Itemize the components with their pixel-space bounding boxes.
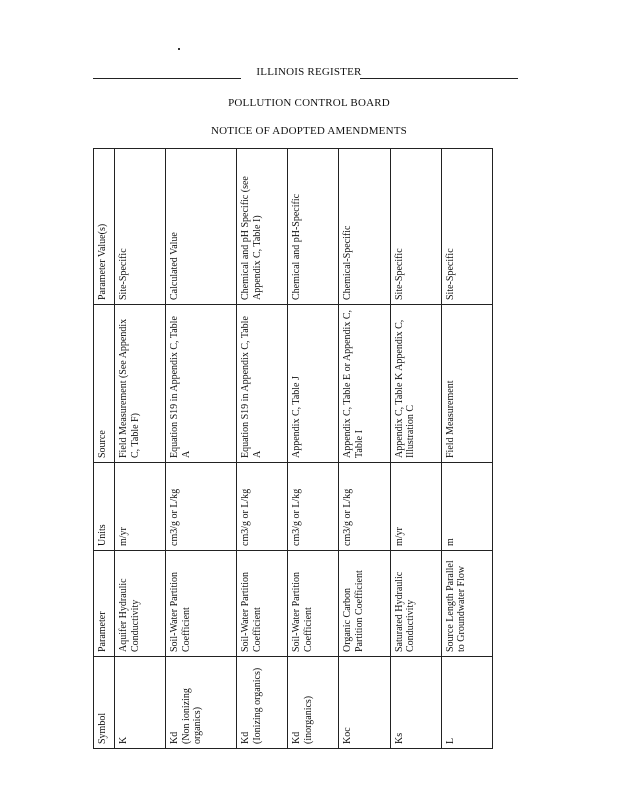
cell-source xyxy=(339,305,390,463)
scan-speck xyxy=(178,48,180,50)
cell-parameter xyxy=(166,551,237,657)
cell-units-text: m xyxy=(444,538,456,546)
cell-source-text: Appendix C, Table K Appendix C, Illustration C xyxy=(393,319,417,458)
cell-parameter-text: Soil-Water Partition Coefficient xyxy=(169,571,192,652)
register-rule-left xyxy=(93,78,241,79)
cell-symbol xyxy=(288,657,339,749)
cell-parameter-text: Aquifer Hydraulic Conductivity xyxy=(118,578,141,652)
cell-source xyxy=(115,305,166,463)
parameter-table xyxy=(93,148,493,749)
cell-source-text: Field Measurement xyxy=(444,380,456,458)
cell-units xyxy=(441,463,492,551)
cell-symbol xyxy=(441,657,492,749)
register-title: ILLINOIS REGISTER xyxy=(256,66,362,78)
cell-source-text: Appendix C, Table J xyxy=(291,376,303,458)
cell-parameter-text: Organic Carbon Partition Coefficient xyxy=(342,570,365,652)
cell-value xyxy=(339,149,390,305)
table-body xyxy=(115,149,493,749)
cell-units-text: m/yr xyxy=(393,527,405,546)
cell-symbol-text: Kd xyxy=(169,731,181,744)
cell-symbol-text: Kd xyxy=(240,731,251,744)
register-rule-right xyxy=(360,78,518,79)
cell-units-text: cm3/g or L/kg xyxy=(169,488,181,546)
cell-parameter-text: Soil-Water Partition Coefficient xyxy=(240,571,263,652)
cell-value-text: Site-Specific xyxy=(118,248,129,300)
cell-value xyxy=(237,149,288,305)
cell-units-text: cm3/g or L/kg xyxy=(291,488,303,546)
table-rotator xyxy=(93,149,493,749)
cell-symbol-note: (inorganics) xyxy=(302,695,314,744)
notice-title: NOTICE OF ADOPTED AMENDMENTS xyxy=(211,125,407,137)
cell-units xyxy=(166,463,237,551)
cell-symbol-text: Ks xyxy=(393,732,405,744)
cell-parameter xyxy=(115,551,166,657)
cell-value-text: Chemical and pH-Specific xyxy=(291,193,303,300)
cell-units xyxy=(237,463,288,551)
cell-symbol xyxy=(390,657,441,749)
cell-source-text: Field Measurement (See Appendix C, Table F) xyxy=(118,318,141,458)
cell-parameter-text: Source Length Parallel to Groundwater Flow xyxy=(444,560,468,652)
cell-value-text: Chemical and pH Specific (see Appendix C, Table I) xyxy=(240,176,263,300)
cell-value xyxy=(441,149,492,305)
cell-parameter xyxy=(288,551,339,657)
cell-value-text: Site-Specific xyxy=(393,248,405,300)
cell-source xyxy=(288,305,339,463)
table-row xyxy=(166,149,237,749)
cell-source xyxy=(390,305,441,463)
cell-units xyxy=(115,463,166,551)
cell-symbol xyxy=(166,657,237,749)
table-row xyxy=(288,149,339,749)
col-header-units: Units xyxy=(94,463,115,551)
cell-units-text: cm3/g or L/kg xyxy=(342,488,354,546)
cell-source xyxy=(166,305,237,463)
cell-symbol xyxy=(115,657,166,749)
cell-source xyxy=(237,305,288,463)
cell-source-text: Equation S19 in Appendix C, Table A xyxy=(169,316,192,458)
cell-symbol-note: (Ionizing organics) xyxy=(251,667,263,744)
cell-source-text: Appendix C, Table E or Appendix C, Table I xyxy=(342,310,365,458)
cell-symbol xyxy=(339,657,390,749)
cell-parameter xyxy=(339,551,390,657)
cell-symbol-text: K xyxy=(118,736,129,744)
cell-parameter-text: Saturated Hydraulic Conductivity xyxy=(393,571,417,652)
cell-units xyxy=(390,463,441,551)
cell-value xyxy=(115,149,166,305)
table-row xyxy=(339,149,390,749)
cell-symbol xyxy=(237,657,288,749)
cell-value xyxy=(390,149,441,305)
board-title: POLLUTION CONTROL BOARD xyxy=(228,97,390,109)
cell-value xyxy=(166,149,237,305)
table-row xyxy=(390,149,441,749)
cell-symbol-text: Koc xyxy=(342,727,354,744)
cell-parameter xyxy=(390,551,441,657)
col-header-symbol: Symbol xyxy=(94,657,115,749)
table-row xyxy=(441,149,492,749)
cell-parameter xyxy=(441,551,492,657)
cell-symbol-text: Kd xyxy=(291,731,303,744)
cell-parameter-text: Soil-Water Partition Coefficient xyxy=(291,571,314,652)
cell-source-text: Equation S19 in Appendix C, Table A xyxy=(240,316,263,458)
rotated-table-frame xyxy=(93,149,493,749)
cell-units-text: cm3/g or L/kg xyxy=(240,488,251,546)
cell-value-text: Chemical-Specific xyxy=(342,225,354,300)
cell-units-text: m/yr xyxy=(118,527,129,546)
cell-value-text: Calculated Value xyxy=(169,232,181,300)
cell-units xyxy=(339,463,390,551)
col-header-parameter: Parameter xyxy=(94,551,115,657)
table-header-row xyxy=(94,149,115,749)
col-header-value: Parameter Value(s) xyxy=(94,149,115,305)
cell-value xyxy=(288,149,339,305)
cell-parameter xyxy=(237,551,288,657)
table-row xyxy=(115,149,166,749)
col-header-source: Source xyxy=(94,305,115,463)
cell-value-text: Site-Specific xyxy=(444,248,456,300)
cell-source xyxy=(441,305,492,463)
cell-units xyxy=(288,463,339,551)
cell-symbol-text: L xyxy=(444,737,456,744)
table-row xyxy=(237,149,288,749)
cell-symbol-note: (Non ionizing organics) xyxy=(180,688,204,744)
